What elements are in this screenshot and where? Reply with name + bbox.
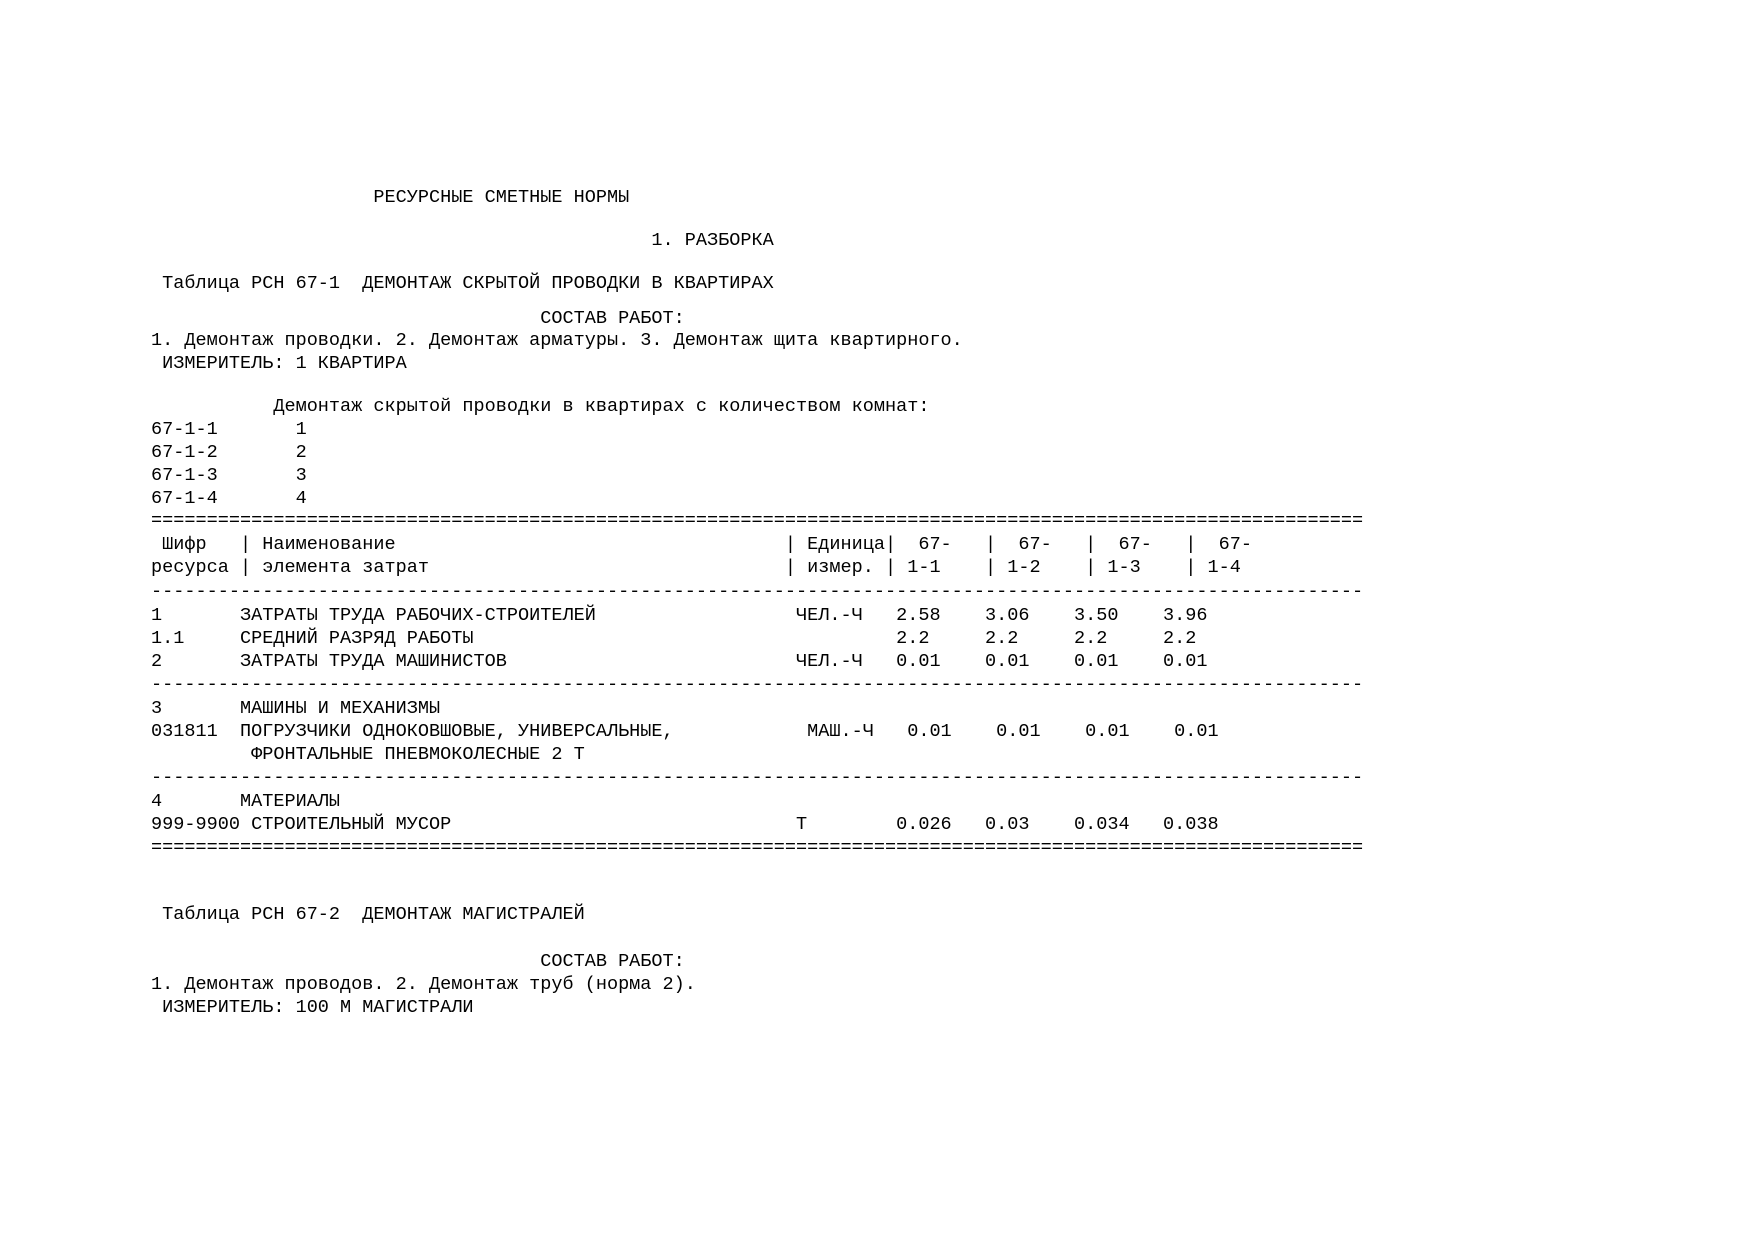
table-row: 3 МАШИНЫ И МЕХАНИЗМЫ — [151, 698, 441, 719]
table-border-double: ============================================================================================================= — [151, 510, 1364, 531]
table-row: 031811 ПОГРУЗЧИКИ ОДНОКОВШОВЫЕ, УНИВЕРСАЛЬНЫЕ, МАШ.-Ч 0.01 0.01 0.01 0.01 — [151, 721, 1219, 742]
table2-title: Таблица РСН 67-2 ДЕМОНТАЖ МАГИСТРАЛЕЙ — [151, 904, 585, 925]
table1-subtitle: Демонтаж скрытой проводки в квартирах с количеством комнат: — [151, 396, 930, 417]
variant-row: 67-1-3 3 — [151, 465, 307, 486]
table-row: 2 ЗАТРАТЫ ТРУДА МАШИНИСТОВ ЧЕЛ.-Ч 0.01 0.01 0.01 0.01 — [151, 651, 1208, 672]
table-row: 1.1 СРЕДНИЙ РАЗРЯД РАБОТЫ 2.2 2.2 2.2 2.2 — [151, 628, 1197, 649]
table-row: 4 МАТЕРИАЛЫ — [151, 791, 341, 812]
table1-title: Таблица РСН 67-1 ДЕМОНТАЖ СКРЫТОЙ ПРОВОДКИ В КВАРТИРАХ — [151, 273, 774, 294]
table2-work-items: 1. Демонтаж проводов. 2. Демонтаж труб (норма 2). — [151, 974, 696, 995]
table-row: ФРОНТАЛЬНЫЕ ПНЕВМОКОЛЕСНЫЕ 2 Т — [151, 744, 585, 765]
table-divider: ------------------------------------------------------------------------------------------------------------- — [151, 581, 1364, 602]
section-title: 1. РАЗБОРКА — [151, 230, 774, 251]
table-header-row: ресурса | элемента затрат | измер. | 1-1 | 1-2 | 1-3 | 1-4 — [151, 557, 1241, 578]
table1-work-items: 1. Демонтаж проводки. 2. Демонтаж арматуры. 3. Демонтаж щита квартирного. — [151, 330, 963, 351]
table-row: 999-9900 СТРОИТЕЛЬНЫЙ МУСОР Т 0.026 0.03 0.034 0.038 — [151, 814, 1219, 835]
variant-row: 67-1-4 4 — [151, 488, 307, 509]
variant-row: 67-1-2 2 — [151, 442, 307, 463]
table1-work-heading: СОСТАВ РАБОТ: — [151, 308, 685, 329]
table1-measure: ИЗМЕРИТЕЛЬ: 1 КВАРТИРА — [151, 353, 407, 374]
table-divider: ------------------------------------------------------------------------------------------------------------- — [151, 674, 1364, 695]
table-header-row: Шифр | Наименование | Единица| 67- | 67- | 67- | 67- — [151, 534, 1252, 555]
table-row: 1 ЗАТРАТЫ ТРУДА РАБОЧИХ-СТРОИТЕЛЕЙ ЧЕЛ.-Ч 2.58 3.06 3.50 3.96 — [151, 605, 1208, 626]
variant-row: 67-1-1 1 — [151, 419, 307, 440]
table-divider: ------------------------------------------------------------------------------------------------------------- — [151, 767, 1364, 788]
table2-work-heading: СОСТАВ РАБОТ: — [151, 951, 685, 972]
table-border-double: ============================================================================================================= — [151, 837, 1364, 858]
document-header: РЕСУРСНЫЕ СМЕТНЫЕ НОРМЫ — [151, 187, 630, 208]
table2-measure: ИЗМЕРИТЕЛЬ: 100 М МАГИСТРАЛИ — [151, 997, 474, 1018]
